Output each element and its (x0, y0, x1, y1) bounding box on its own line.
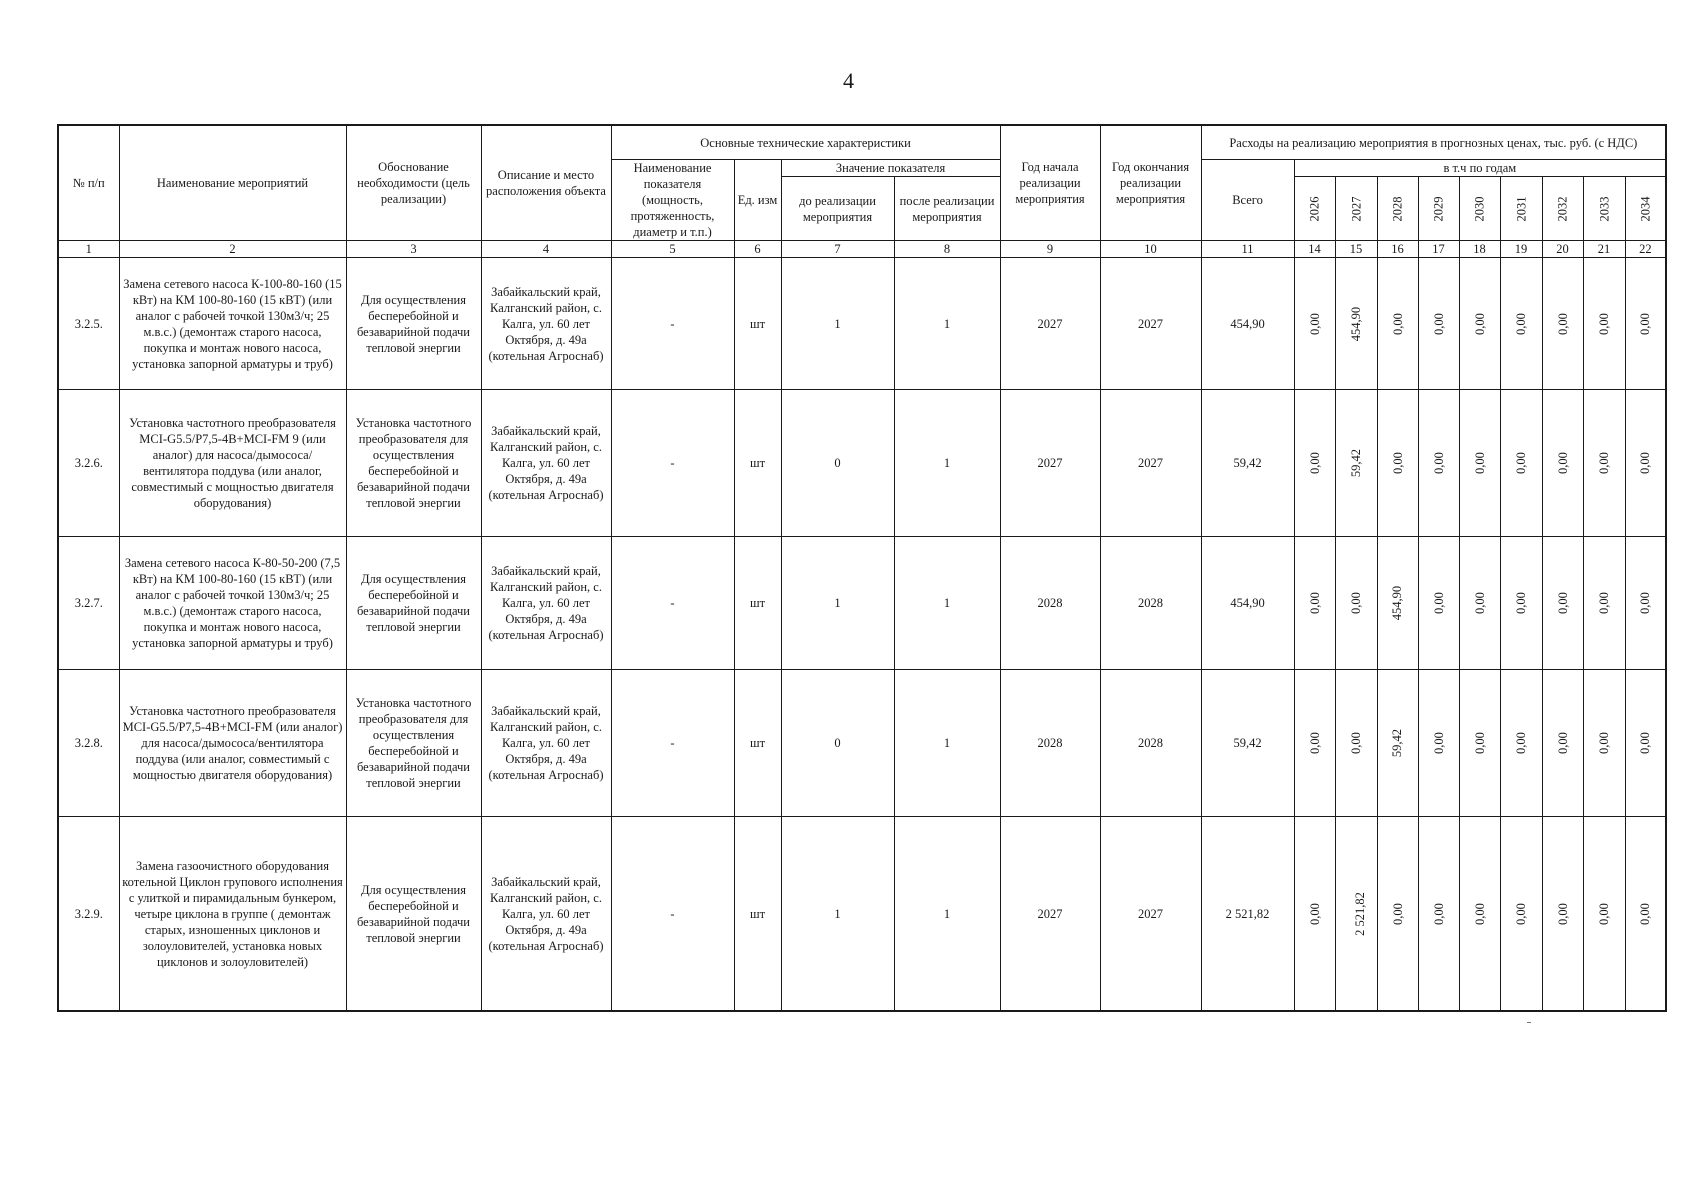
value-before: 1 (781, 817, 894, 1012)
value-after: 1 (894, 537, 1000, 670)
indicator-name: - (611, 817, 734, 1012)
year-cost-cell: 0,00 (1335, 670, 1377, 817)
column-number: 6 (734, 241, 781, 258)
year-cost-cell: 0,00 (1625, 817, 1666, 1012)
measure-name: Замена сетевого насоса К-80-50-200 (7,5 кВт) на КМ 100-80-160 (15 кВТ) (или аналог с рабочей точкой 130м3/ч; 25 м.в.с.) (демонтаж старого насоса, покупка и монтаж нового насоса, установка запорной арматуры и труб) (119, 537, 346, 670)
row-number: 3.2.5. (58, 258, 119, 390)
end-year: 2027 (1100, 817, 1201, 1012)
value-after: 1 (894, 670, 1000, 817)
measure-location: Забайкальский край, Калганский район, с. Калга, ул. 60 лет Октября, д. 49а (котельная Агроснаб) (481, 537, 611, 670)
row-number: 3.2.8. (58, 670, 119, 817)
end-year: 2027 (1100, 390, 1201, 537)
year-cost-cell: 0,00 (1500, 670, 1542, 817)
indicator-name: - (611, 670, 734, 817)
measure-reason: Установка частотного преобразователя для осуществления бесперебойной и безаварийной подачи тепловой энергии (346, 390, 481, 537)
column-number: 19 (1500, 241, 1542, 258)
indicator-name: - (611, 258, 734, 390)
column-number: 21 (1583, 241, 1625, 258)
year-cost-cell: 0,00 (1583, 390, 1625, 537)
unit: шт (734, 258, 781, 390)
year-cost-cell: 0,00 (1459, 817, 1500, 1012)
year-cost-cell: 59,42 (1335, 390, 1377, 537)
column-number: 10 (1100, 241, 1201, 258)
year-cost-cell: 0,00 (1294, 670, 1335, 817)
header-after: после реализации мероприятия (894, 177, 1000, 241)
year-cost-cell: 0,00 (1377, 258, 1418, 390)
year-cost-cell: 0,00 (1335, 537, 1377, 670)
value-before: 1 (781, 258, 894, 390)
year-cost-cell: 0,00 (1377, 390, 1418, 537)
measure-reason: Для осуществления бесперебойной и безаварийной подачи тепловой энергии (346, 817, 481, 1012)
column-number: 16 (1377, 241, 1418, 258)
column-number: 1 (58, 241, 119, 258)
column-number: 3 (346, 241, 481, 258)
year-cost-cell: 0,00 (1294, 390, 1335, 537)
header-year-2032: 2032 (1542, 177, 1583, 241)
header-group-value: Значение показателя (781, 160, 1000, 177)
year-cost-cell: 0,00 (1625, 390, 1666, 537)
year-cost-cell: 0,00 (1542, 817, 1583, 1012)
year-cost-cell: 0,00 (1500, 537, 1542, 670)
table-row (58, 390, 1666, 537)
value-after: 1 (894, 258, 1000, 390)
year-cost-cell: 0,00 (1583, 258, 1625, 390)
unit: шт (734, 817, 781, 1012)
header-end-year: Год окончания реализации мероприятия (1100, 125, 1201, 241)
start-year: 2028 (1000, 670, 1100, 817)
year-cost-cell: 0,00 (1583, 537, 1625, 670)
column-number: 8 (894, 241, 1000, 258)
year-cost-cell: 454,90 (1335, 258, 1377, 390)
start-year: 2027 (1000, 390, 1100, 537)
year-cost-cell: 0,00 (1294, 258, 1335, 390)
header-group-years: в т.ч по годам (1294, 160, 1666, 177)
header-year-2029: 2029 (1418, 177, 1459, 241)
header-total: Всего (1201, 160, 1294, 241)
measures-table (57, 124, 1667, 1012)
total-cost: 59,42 (1201, 390, 1294, 537)
start-year: 2027 (1000, 817, 1100, 1012)
column-number: 15 (1335, 241, 1377, 258)
header-year-2027: 2027 (1335, 177, 1377, 241)
header-name: Наименование мероприятий (119, 125, 346, 241)
header-before: до реализации мероприятия (781, 177, 894, 241)
scan-mark (1527, 1022, 1531, 1023)
year-cost-cell: 454,90 (1377, 537, 1418, 670)
header-year-2028: 2028 (1377, 177, 1418, 241)
row-number: 3.2.9. (58, 817, 119, 1012)
measure-reason: Установка частотного преобразователя для осуществления бесперебойной и безаварийной подачи тепловой энергии (346, 670, 481, 817)
indicator-name: - (611, 390, 734, 537)
year-cost-cell: 0,00 (1418, 670, 1459, 817)
header-year-2034: 2034 (1625, 177, 1666, 241)
row-number: 3.2.6. (58, 390, 119, 537)
total-cost: 59,42 (1201, 670, 1294, 817)
year-cost-cell: 0,00 (1418, 258, 1459, 390)
measure-reason: Для осуществления бесперебойной и безаварийной подачи тепловой энергии (346, 537, 481, 670)
value-before: 0 (781, 390, 894, 537)
year-cost-cell: 0,00 (1500, 817, 1542, 1012)
end-year: 2027 (1100, 258, 1201, 390)
value-after: 1 (894, 817, 1000, 1012)
value-after: 1 (894, 390, 1000, 537)
table-row (58, 537, 1666, 670)
header-num: № п/п (58, 125, 119, 241)
start-year: 2027 (1000, 258, 1100, 390)
column-number: 14 (1294, 241, 1335, 258)
header-year-2033: 2033 (1583, 177, 1625, 241)
value-before: 0 (781, 670, 894, 817)
year-cost-cell: 0,00 (1500, 258, 1542, 390)
table-row (58, 258, 1666, 390)
year-cost-cell: 0,00 (1583, 670, 1625, 817)
year-cost-cell: 0,00 (1418, 390, 1459, 537)
column-number: 2 (119, 241, 346, 258)
indicator-name: - (611, 537, 734, 670)
column-number: 5 (611, 241, 734, 258)
year-cost-cell: 0,00 (1418, 817, 1459, 1012)
year-cost-cell: 0,00 (1459, 258, 1500, 390)
table-row (58, 670, 1666, 817)
measure-location: Забайкальский край, Калганский район, с. Калга, ул. 60 лет Октября, д. 49а (котельная Агроснаб) (481, 817, 611, 1012)
year-cost-cell: 0,00 (1542, 258, 1583, 390)
measure-location: Забайкальский край, Калганский район, с. Калга, ул. 60 лет Октября, д. 49а (котельная Агроснаб) (481, 670, 611, 817)
header-year-2030: 2030 (1459, 177, 1500, 241)
column-number: 9 (1000, 241, 1100, 258)
year-cost-cell: 0,00 (1500, 390, 1542, 537)
unit: шт (734, 537, 781, 670)
header-reason: Обоснование необходимости (цель реализации) (346, 125, 481, 241)
total-cost: 454,90 (1201, 258, 1294, 390)
end-year: 2028 (1100, 670, 1201, 817)
year-cost-cell: 2 521,82 (1335, 817, 1377, 1012)
year-cost-cell: 0,00 (1625, 537, 1666, 670)
year-cost-cell: 0,00 (1542, 537, 1583, 670)
value-before: 1 (781, 537, 894, 670)
year-cost-cell: 0,00 (1583, 817, 1625, 1012)
year-cost-cell: 0,00 (1625, 258, 1666, 390)
unit: шт (734, 390, 781, 537)
unit: шт (734, 670, 781, 817)
measure-name: Замена газоочистного оборудования котельной Циклон групового исполнения с улиткой и пирамидальным бункером, четыре циклона в группе ( демонтаж старых, изношенных циклонов и золоуловителей, установка новых циклонов и золоуловителей) (119, 817, 346, 1012)
total-cost: 454,90 (1201, 537, 1294, 670)
header-start-year: Год начала реализации мероприятия (1000, 125, 1100, 241)
year-cost-cell: 0,00 (1418, 537, 1459, 670)
column-number: 22 (1625, 241, 1666, 258)
header-group-tech: Основные технические характеристики (611, 125, 1000, 160)
header-year-2031: 2031 (1500, 177, 1542, 241)
column-number: 20 (1542, 241, 1583, 258)
measure-location: Забайкальский край, Калганский район, с. Калга, ул. 60 лет Октября, д. 49а (котельная Агроснаб) (481, 390, 611, 537)
year-cost-cell: 0,00 (1459, 670, 1500, 817)
measure-location: Забайкальский край, Калганский район, с. Калга, ул. 60 лет Октября, д. 49а (котельная Агроснаб) (481, 258, 611, 390)
row-number: 3.2.7. (58, 537, 119, 670)
column-number: 18 (1459, 241, 1500, 258)
start-year: 2028 (1000, 537, 1100, 670)
measure-reason: Для осуществления бесперебойной и безаварийной подачи тепловой энергии (346, 258, 481, 390)
total-cost: 2 521,82 (1201, 817, 1294, 1012)
header-group-costs: Расходы на реализацию мероприятия в прогнозных ценах, тыс. руб. (с НДС) (1201, 125, 1666, 160)
column-number: 4 (481, 241, 611, 258)
end-year: 2028 (1100, 537, 1201, 670)
column-number: 17 (1418, 241, 1459, 258)
header-location: Описание и место расположения объекта (481, 125, 611, 241)
table-row (58, 817, 1666, 1012)
year-cost-cell: 0,00 (1542, 670, 1583, 817)
year-cost-cell: 0,00 (1542, 390, 1583, 537)
year-cost-cell: 0,00 (1294, 537, 1335, 670)
year-cost-cell: 0,00 (1459, 537, 1500, 670)
measure-name: Установка частотного преобразователя MCI-G5.5/P7,5-4B+MCI-FM (или аналог) для насоса/дымососа/вентилятора поддува (или аналог, совместимый с мощностью двигателя оборудования) (119, 670, 346, 817)
year-cost-cell: 0,00 (1294, 817, 1335, 1012)
header-year-2026: 2026 (1294, 177, 1335, 241)
column-number: 7 (781, 241, 894, 258)
year-cost-cell: 0,00 (1625, 670, 1666, 817)
page-number: 4 (843, 68, 854, 93)
header-unit: Ед. изм (734, 160, 781, 241)
year-cost-cell: 59,42 (1377, 670, 1418, 817)
header-indicator: Наименование показателя (мощность, протяженность, диаметр и т.п.) (611, 160, 734, 241)
column-number: 11 (1201, 241, 1294, 258)
measure-name: Установка частотного преобразователя MCI-G5.5/P7,5-4B+MCI-FM 9 (или аналог) для насоса/дымососа/вентилятора поддува (или аналог, совместимый с мощностью двигателя оборудования) (119, 390, 346, 537)
year-cost-cell: 0,00 (1459, 390, 1500, 537)
measure-name: Замена сетевого насоса К-100-80-160 (15 кВт) на КМ 100-80-160 (15 кВТ) (или аналог с рабочей точкой 130м3/ч; 25 м.в.с.) (демонтаж старого насоса, покупка и монтаж нового насоса, установка запорной арматуры и труб) (119, 258, 346, 390)
year-cost-cell: 0,00 (1377, 817, 1418, 1012)
